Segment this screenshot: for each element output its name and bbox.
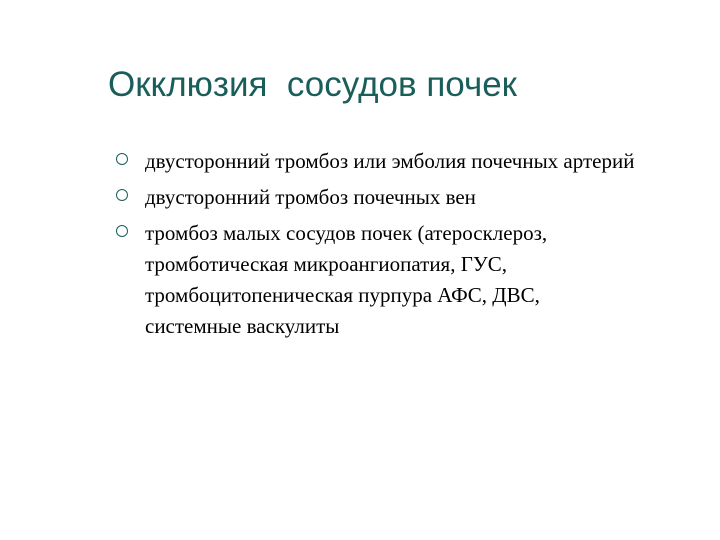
hollow-circle-icon xyxy=(116,153,128,165)
hollow-circle-icon xyxy=(116,189,128,201)
list-item xyxy=(116,182,636,213)
bullet-text: тромбоз малых сосудов почек (атеросклероз, тромботическая микроангиопатия, ГУС, тромбоцитопеническая пурпура АФС, ДВС, системные васкулиты xyxy=(145,221,548,338)
slide-title: Окклюзия сосудов почек xyxy=(108,65,517,104)
list-item xyxy=(116,218,636,342)
bullet-text: двусторонний тромбоз почечных вен xyxy=(145,185,476,209)
list-item xyxy=(116,146,636,177)
bullet-list xyxy=(116,146,636,347)
bullet-text: двусторонний тромбоз или эмболия почечных артерий xyxy=(145,149,635,173)
hollow-circle-icon xyxy=(116,225,128,237)
